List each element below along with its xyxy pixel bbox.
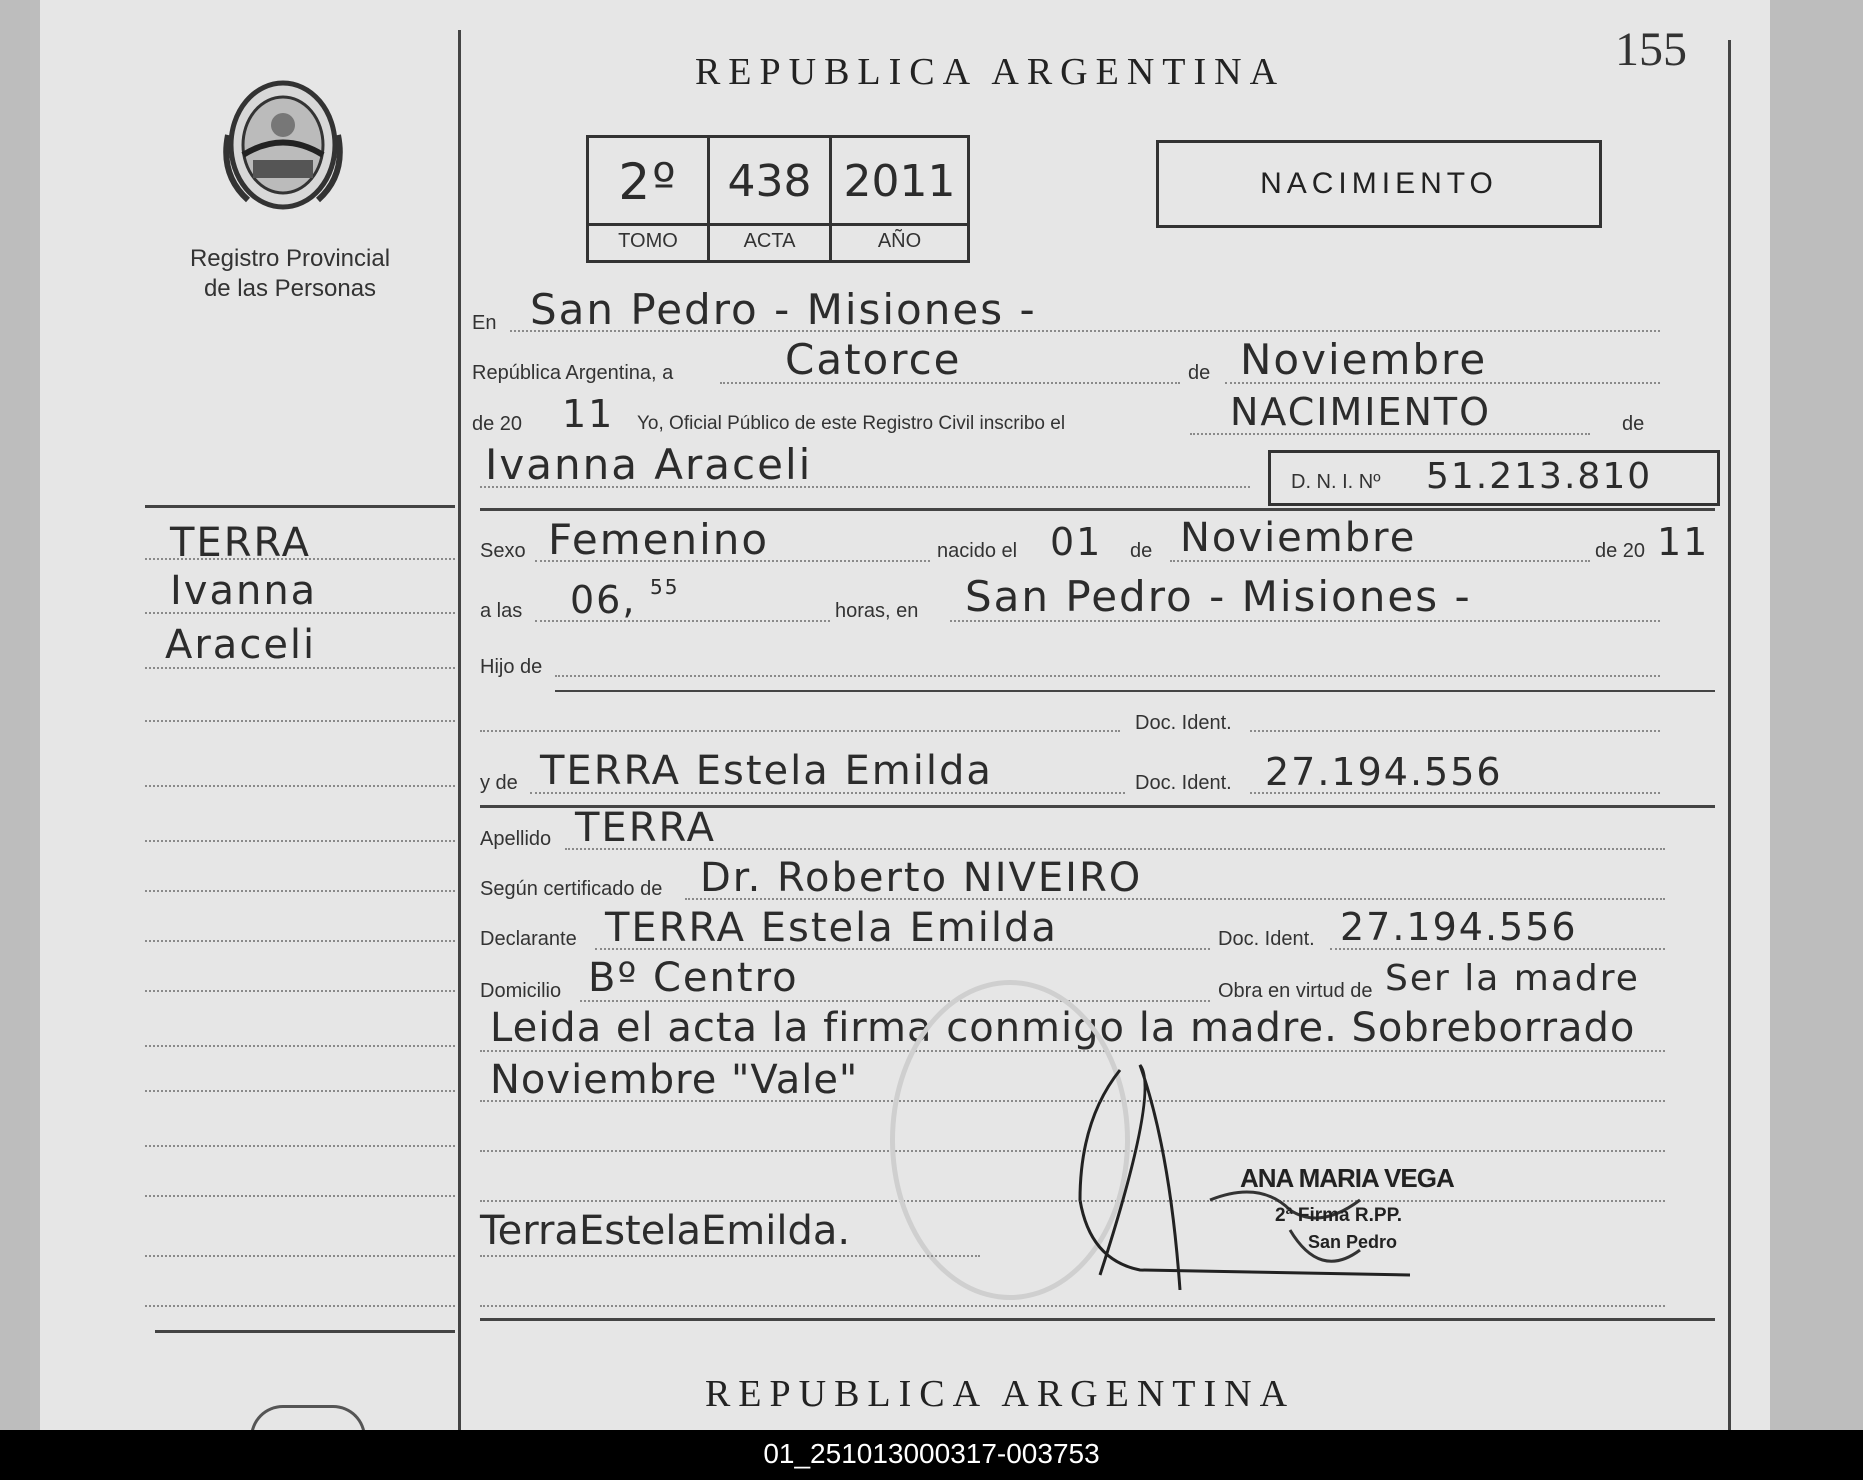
event: NACIMIENTO	[1230, 390, 1492, 434]
month-text: Noviembre	[1240, 335, 1488, 384]
registry-name-line2: de las Personas	[203, 275, 377, 302]
registry-name-line1: Registro Provincial	[189, 245, 391, 272]
acta-value: 438	[727, 156, 812, 207]
label-horas: horas, en	[835, 600, 919, 622]
margin-surname: TERRA	[170, 520, 312, 566]
address: Bº Centro	[588, 955, 799, 1001]
file-id: 01_251013000317-003753	[763, 1438, 1100, 1469]
label-doc-ident-1: Doc. Ident.	[1135, 712, 1232, 734]
birth-year-suffix: 11	[1657, 520, 1710, 564]
label-nacido: nacido el	[937, 540, 1018, 562]
label-segun: Según certificado de	[480, 878, 663, 900]
label-de: de	[1188, 362, 1211, 384]
day-text: Catorce	[785, 335, 962, 384]
mother-doc: 27.194.556	[1265, 750, 1503, 794]
declarant-signature: TerraEstelaEmilda.	[480, 1208, 851, 1254]
declarant: TERRA Estela Emilda	[605, 905, 1058, 951]
tomo-label: TOMO	[618, 230, 678, 252]
birth-month: Noviembre	[1180, 515, 1417, 561]
declarant-doc: 27.194.556	[1340, 905, 1578, 949]
surname: TERRA	[575, 805, 717, 851]
child-name: Ivanna Araceli	[485, 440, 813, 489]
label-declarante: Declarante	[480, 928, 577, 950]
officer-title: 2ª Firma R.PP.	[1275, 1205, 1403, 1226]
label-yde: y de	[480, 772, 518, 794]
country-footer: REPUBLICA ARGENTINA	[704, 1373, 1296, 1415]
label-republica: República Argentina, a	[472, 362, 674, 384]
file-id-bar	[0, 1430, 1863, 1480]
officer-name: ANA MARIA VEGA	[1240, 1163, 1454, 1193]
label-de-b: de	[1130, 540, 1153, 562]
label-doc-ident-2: Doc. Ident.	[1135, 772, 1232, 794]
anio-value: 2011	[843, 156, 956, 207]
column-divider	[458, 30, 461, 1430]
label-de-end: de	[1622, 413, 1645, 435]
page-number: 155	[1615, 23, 1687, 76]
label-obra: Obra en virtud de	[1218, 980, 1373, 1002]
label-hijo: Hijo de	[480, 656, 543, 678]
sex: Femenino	[548, 515, 770, 564]
margin-middle-name: Araceli	[165, 622, 317, 668]
dni-box	[1268, 450, 1720, 506]
certificate-sheet	[40, 0, 1770, 1430]
note-line2: Noviembre "Vale"	[490, 1057, 859, 1103]
label-de20-b: de 20	[1595, 540, 1646, 562]
label-doc-ident-3: Doc. Ident.	[1218, 928, 1315, 950]
capacity: Ser la madre	[1385, 958, 1640, 999]
record-type-box: NACIMIENTO	[1156, 140, 1602, 228]
note-line1: Leida el acta la firma conmigo la madre. Sobreborrado	[490, 1005, 1636, 1051]
label-de20: de 20	[472, 413, 523, 435]
year-suffix: 11	[562, 392, 615, 436]
label-alas: a las	[480, 600, 523, 622]
certifier: Dr. Roberto NIVEIRO	[700, 855, 1143, 901]
label-sexo: Sexo	[480, 540, 526, 562]
mother-name: TERRA Estela Emilda	[540, 748, 993, 794]
label-domicilio: Domicilio	[480, 980, 562, 1002]
dni-value: 51.213.810	[1426, 456, 1653, 497]
right-border	[1728, 40, 1731, 1430]
officer-office: San Pedro	[1308, 1232, 1398, 1252]
record-number-box	[586, 135, 970, 263]
country-header: REPUBLICA ARGENTINA	[694, 51, 1286, 93]
tomo-value: 2º	[618, 153, 678, 211]
acta-label: ACTA	[743, 230, 796, 252]
label-yo: Yo, Oficial Público de este Registro Civil inscribo el	[637, 413, 1066, 434]
dni-label: D. N. I. Nº	[1291, 471, 1381, 493]
time-minutes: 55	[650, 575, 680, 599]
provincial-crest-logo	[218, 75, 348, 215]
label-en: En	[472, 312, 497, 334]
label-apellido: Apellido	[480, 828, 552, 850]
anio-label: AÑO	[877, 230, 922, 252]
margin-first-name: Ivanna	[170, 568, 318, 614]
place: San Pedro - Misiones -	[530, 285, 1037, 334]
birth-place: San Pedro - Misiones -	[965, 572, 1472, 621]
birth-day: 01	[1050, 520, 1103, 564]
time-hours: 06,	[570, 578, 637, 622]
